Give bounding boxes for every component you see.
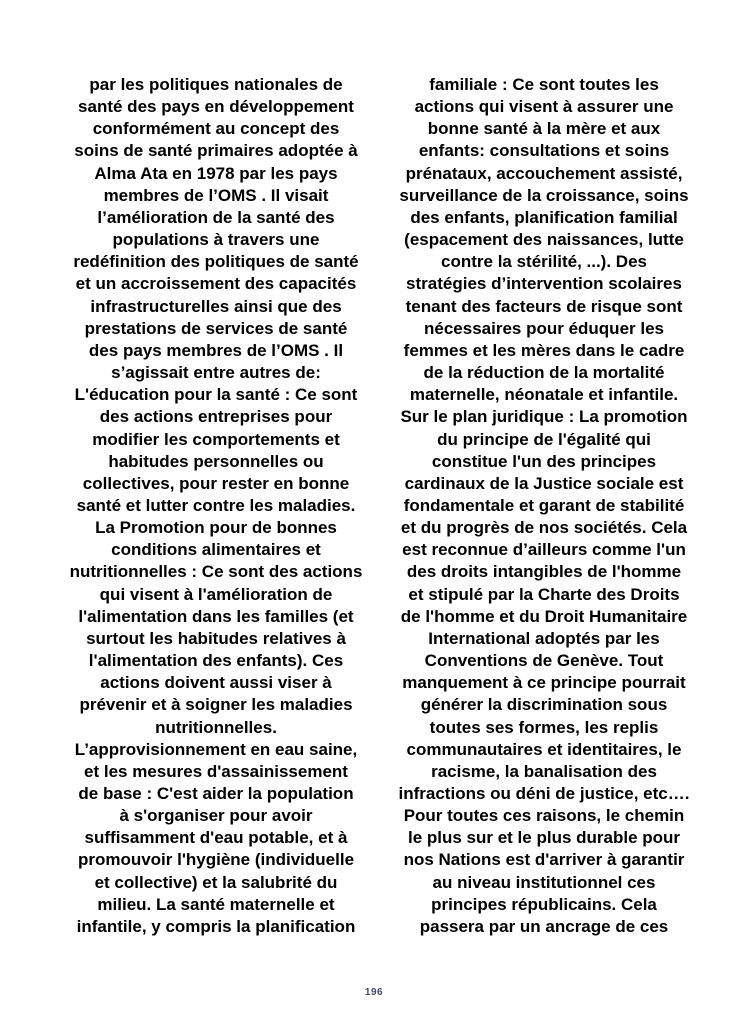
text-line: membres de l’OMS . Il visait	[103, 185, 329, 205]
text-line: actions qui visent à assurer une	[414, 97, 674, 117]
text-line: infractions ou déni de justice, etc….	[398, 784, 690, 803]
text-line: prénataux, accouchement assisté,	[405, 163, 683, 183]
text-line: de la réduction de la mortalité	[423, 363, 665, 383]
text-line: de base : C'est aider la population	[78, 784, 354, 803]
text-line: générer la discrimination sous	[420, 695, 668, 715]
text-line: habitudes personnelles ou	[108, 451, 324, 471]
text-line: l'alimentation des enfants). Ces	[88, 651, 344, 671]
text-line: contre la stérilité, ...). Des	[441, 252, 647, 272]
text-line: suffisamment d'eau potable, et à	[84, 828, 348, 848]
text-line: surveillance de la croissance, soins	[399, 185, 689, 205]
text-line: conditions alimentaires et	[111, 540, 321, 560]
text-line: actions doivent aussi viser à	[100, 673, 332, 693]
text-line: Sur le plan juridique : La promotion	[400, 407, 688, 427]
text-line: santé des pays en développement	[78, 97, 354, 117]
text-line: et un accroissement des capacités	[75, 274, 357, 294]
text-line: communautaires et identitaires, le	[406, 739, 682, 759]
text-line: collectives, pour rester en bonne	[82, 473, 350, 493]
text-line: et stipulé par la Charte des Droits	[408, 584, 680, 604]
text-line: conformément au concept des	[92, 119, 340, 139]
text-line: l’amélioration de la santé des	[97, 207, 335, 227]
text-columns	[56, 74, 704, 938]
text-line: (espacement des naissances, lutte	[404, 230, 684, 250]
text-line: maternelle, néonatale et infantile.	[409, 385, 679, 405]
text-line: nos Nations est d'arriver à garantir	[403, 850, 685, 870]
text-line: Pour toutes ces raisons, le chemin	[403, 806, 685, 826]
text-line: soins de santé primaires adoptée à	[74, 141, 358, 161]
text-line: prévenir et à soigner les maladies	[79, 695, 353, 715]
text-line: populations à travers une	[112, 230, 320, 250]
text-line: et du progrès de nos sociétés. Cela	[400, 518, 688, 538]
text-line: des droits intangibles de l'homme	[406, 562, 682, 582]
text-line: santé et lutter contre les maladies.	[76, 495, 356, 515]
text-line: International adoptés par les	[428, 628, 660, 648]
text-line: femmes et les mères dans le cadre	[403, 340, 685, 360]
text-line: L'éducation pour la santé : Ce sont	[74, 385, 358, 405]
text-line: prestations de services de santé	[84, 318, 348, 338]
text-line: le plus sur et le plus durable pour	[407, 828, 681, 848]
text-line: promouvoir l'hygiène (individuelle	[77, 850, 355, 870]
text-line: des actions entreprises pour	[99, 407, 333, 427]
text-line: Alma Ata en 1978 par les pays	[94, 163, 338, 183]
text-line: tenant des facteurs de risque sont	[405, 296, 683, 316]
text-line: stratégies d’intervention scolaires	[406, 274, 682, 294]
text-column-right	[384, 74, 704, 938]
text-line: Conventions de Genève. Tout	[424, 651, 664, 671]
text-line: manquement à ce principe pourrait	[402, 673, 686, 693]
text-line: La Promotion pour de bonnes	[95, 518, 337, 538]
text-line: modifier les comportements et	[92, 429, 340, 449]
text-line: qui visent à l'amélioration de	[99, 584, 333, 604]
text-line: au niveau institutionnel ces	[432, 872, 656, 892]
text-line: nécessaires pour éduquer les	[424, 318, 664, 338]
text-line: familiale : Ce sont toutes les	[429, 75, 659, 94]
text-line: de l'homme et du Droit Humanitaire	[400, 606, 688, 626]
text-line: redéfinition des politiques de santé	[73, 252, 359, 272]
text-line: fondamentale et garant de stabilité	[403, 495, 685, 515]
text-line: s’agissait entre autres de:	[111, 363, 321, 383]
text-column-left	[56, 74, 376, 938]
text-line: principes républicains. Cela	[431, 894, 657, 914]
text-line: L’approvisionnement en eau saine,	[74, 739, 358, 759]
text-line: enfants: consultations et soins	[418, 141, 670, 161]
text-line: constitue l'un des principes	[431, 451, 657, 471]
text-line: milieu. La santé maternelle et	[97, 894, 335, 914]
text-line: nutritionnelles : Ce sont des actions	[69, 562, 363, 582]
text-line: à s'organiser pour avoir	[119, 806, 313, 826]
text-line: nutritionnelles.	[155, 717, 277, 737]
text-line: l'alimentation dans les familles (et	[78, 606, 354, 626]
text-line: infrastructurelles ainsi que des	[90, 296, 342, 316]
text-line: est reconnue d’ailleurs comme l'un	[402, 540, 686, 560]
text-line: cardinaux de la Justice sociale est	[404, 473, 684, 493]
text-line: par les politiques nationales de	[89, 75, 343, 94]
text-line: passera par un ancrage de ces	[419, 916, 669, 936]
text-line: infantile, y compris la planification	[76, 916, 356, 936]
text-line: et les mesures d'assainissement	[84, 761, 348, 781]
text-line: et collective) et la salubrité du	[94, 872, 338, 892]
text-line: racisme, la banalisation des	[431, 761, 657, 781]
page-number: 196	[364, 987, 384, 998]
text-line: des pays membres de l’OMS . Il	[88, 340, 344, 360]
text-line: des enfants, planification familial	[410, 207, 678, 227]
text-line: bonne santé à la mère et aux	[427, 119, 661, 139]
text-line: du principe de l'égalité qui	[437, 429, 651, 449]
text-line: surtout les habitudes relatives à	[86, 628, 346, 648]
text-line: toutes ses formes, les replis	[429, 717, 659, 737]
